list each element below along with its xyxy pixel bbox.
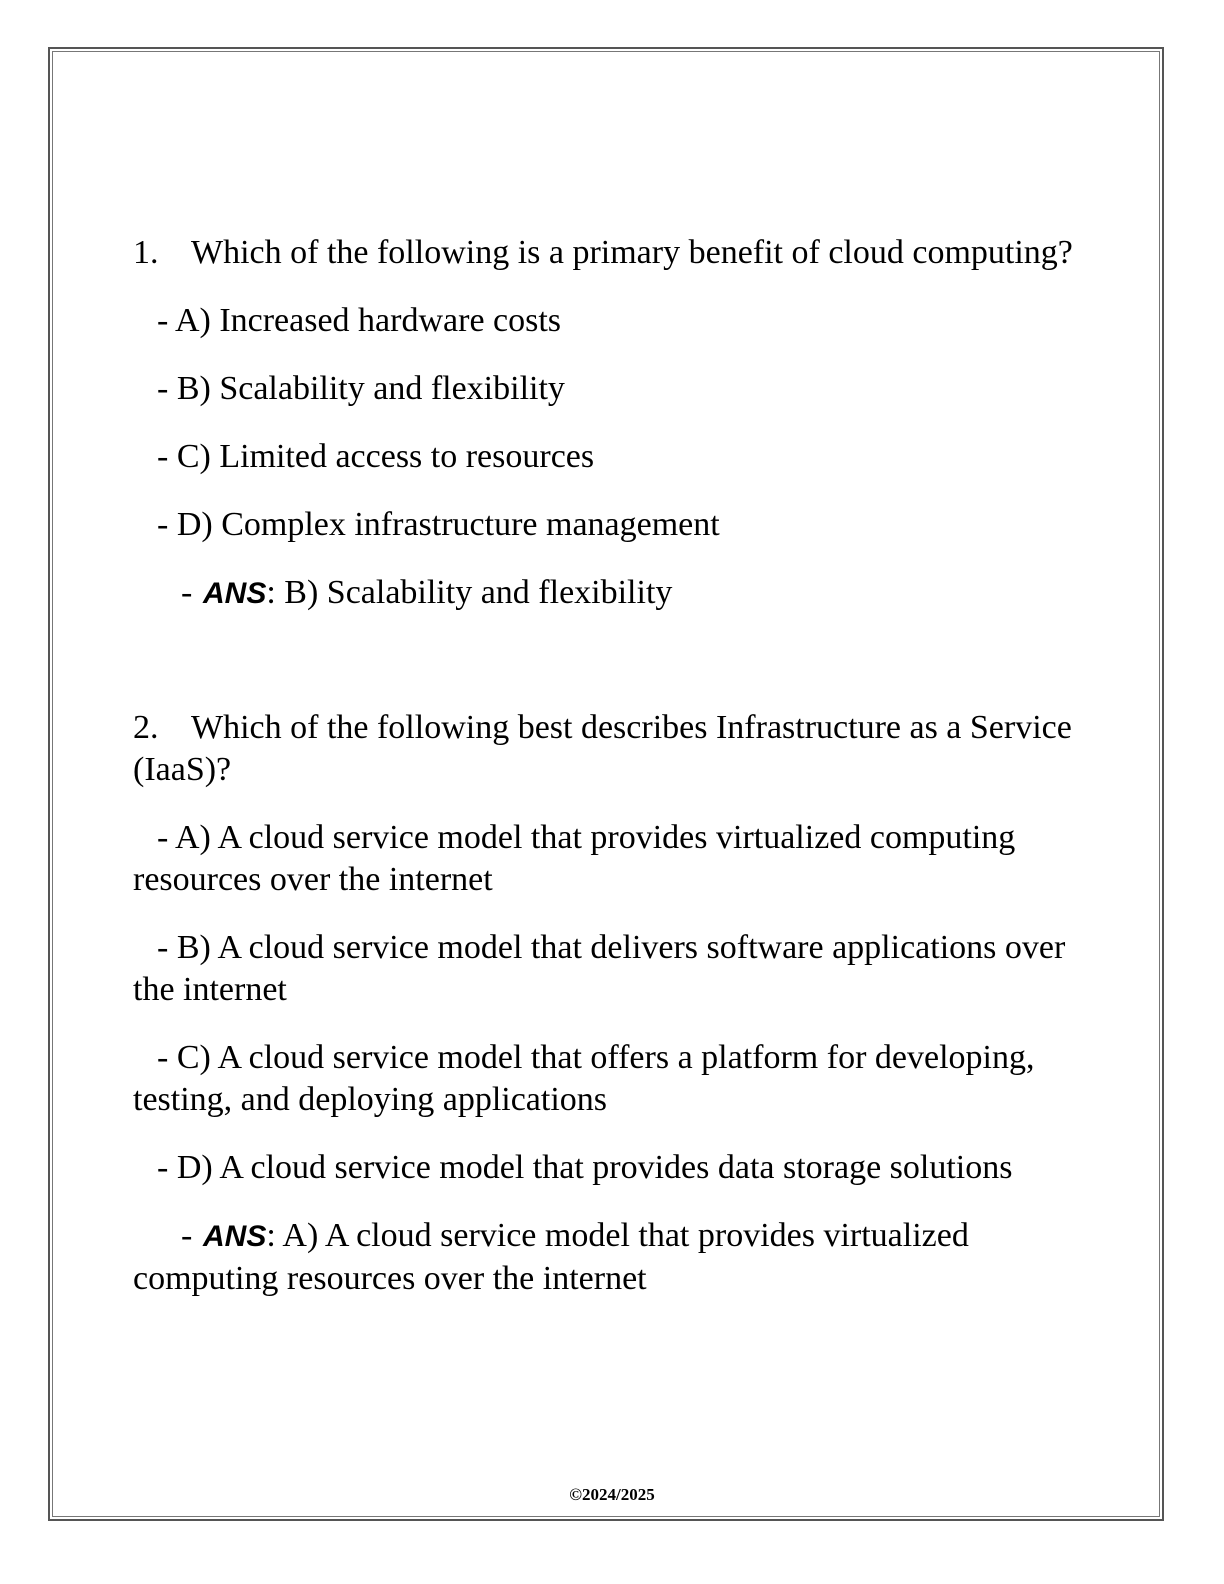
question-2 (133, 707, 1078, 791)
answer-1 (133, 572, 1078, 615)
answer-label: ANS (203, 577, 267, 610)
answer-dash: - (181, 1217, 193, 1254)
answer-label: ANS (203, 1220, 267, 1253)
option-a: - A) A cloud service model that provides virtualized computing resources over the internet (133, 819, 1016, 898)
option-d: - D) Complex infrastructure management (157, 506, 720, 543)
question-block-1 (133, 232, 1078, 615)
answer-text: : A) A cloud service model that provides virtualized computing resources over the internet (133, 1217, 969, 1297)
answer-text: : B) Scalability and flexibility (266, 574, 673, 611)
option-c: - C) Limited access to resources (157, 438, 595, 475)
answer-2 (133, 1215, 1078, 1300)
option-a: - A) Increased hardware costs (157, 302, 562, 339)
copyright-footer: ©2024/2025 (569, 1485, 655, 1504)
option-b: - B) A cloud service model that delivers software applications over the internet (133, 929, 1066, 1008)
question-block-2 (133, 707, 1078, 1300)
question-1 (133, 232, 1078, 274)
option-c: - C) A cloud service model that offers a platform for developing, testing, and deploying applications (133, 1039, 1035, 1118)
option-b: - B) Scalability and flexibility (157, 370, 565, 407)
question-number: 1. (133, 234, 159, 271)
document-content (133, 232, 1078, 1392)
question-number: 2. (133, 709, 159, 746)
option-d: - D) A cloud service model that provides data storage solutions (157, 1149, 1013, 1186)
question-text: Which of the following is a primary benefit of cloud computing? (191, 234, 1073, 271)
answer-dash: - (181, 574, 193, 611)
question-text: Which of the following best describes Infrastructure as a Service (IaaS)? (133, 709, 1072, 788)
